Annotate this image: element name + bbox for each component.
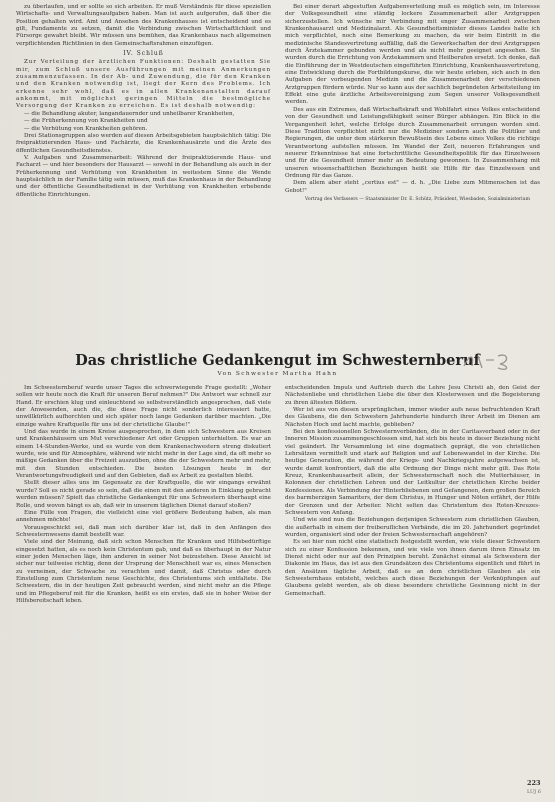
list-item: — die Behandlung akuter, langandauernder und unheilbarer Krankheiten, [24, 111, 271, 118]
paragraph: entscheidenden Impuls und Auftrieb durch die Lehre Jesu Christi ab, den Geist der Nächstenliebe und christlichen Liebe die über den Klosterwesen und die Begeisterung zu ihren ältesten Bildern. [285, 385, 540, 406]
paragraph: Viele sind der Meinung, daß sich schon Menschen für Kranken und Hilfsbedürftige eingesetzt hatten, als es noch kein Christentum gab, und daß es überhaupt in der Natur einer jeden Menschen läge, ihm anderen in seiner Not beizustehen. Diese Ansicht ist sicher nur teilweise richtig, denn der Ursprung der Menschheit war es, eines Menschen zu verneinen, der Schwache zu verachten und damit, daß Christus oder durch Einstellung zum Christentum neue Geschichte, des Christentums sich entfaltete. Die Schwestern, die in der heutigen Zeit gebraucht werden, sind nicht mehr an die Pflege und im Pflegeberuf mit für die Kranken, heißt es ein erstes, daß sie in hoher Weise der Hilfsbereitschaft leben. [16, 539, 271, 604]
paragraph: Zur Verteilung der ärztlichen Funktionen: Deshalb gestatten Sie mir, zum Schluß unsere Ausführungen mit meinen Anmerkungen zusammenzufassen. In der Ab- und Zuwendung, die für den Kranken und den Kranken notwendig ist, liegt der Kern des Problems. Ich erkenne sehr wohl, daß es in allen Krankenanstalten darauf ankommt, mit möglichst geringen Mitteln die bestmögliche Versorgung der Kranken zu erreichen. Es ist deshalb notwendig: [16, 59, 271, 110]
paragraph: Des aus ein Extremes, daß Wirtschaftskraft und Wohlfahrt eines Volkes entscheidend von der Gesundheit und Leistungsfähigkeit seiner Bürger abhängen. Ein Blick in die Vergangenheit lehrt, welche Erfolge durch Zusammenarbeit errungen worden sind. Diese Tradition verpflichtet nicht nur die Mediziner sondern auch die Politiker und Regierungen, die unter dem stärkeren Bewußtsein des Lebens eines Volkes die richtige Verantwortung aufstellen müssen. Im Wandel der Zeit, neueren Erfahrungen und neuerer Erkenntnisse hat eine fortschrittliche Gesundheitspolitik für das Einzelwesen und für die Gesundheit immer mehr an Bedeutung gewonnen. In Zusammenhang mit unseren wissenschaftlichen Beziehungen heißt sie Hilfe für das Einzelwesen und Ordnung für das Ganze. [285, 106, 540, 179]
list-item: — die Verhütung von Krankheiten gehören. [24, 126, 271, 133]
article-title: Das christliche Gedankengut im Schwesternberuf [75, 352, 480, 369]
list-item: — die Früherkennung von Krankheiten und [24, 118, 271, 125]
previous-article-right-column [285, 4, 540, 203]
paragraph: Und das wurde in einem Kreise ausgesprochen, in dem sich Schwestern aus Kreisen und Krankenhäusern um Mut verschiedener Art oder Gruppen unterhielten. Es war an einem 14-Stunden-Werke, und es wurde von dem Krankenschwestern streng diskutiert wurde, wie und für Atmosphäre, während wir nicht mehr in der Lage sind, da oft mehr so mäßige Gedanken über die Freizeit auszuüben, ohne die der Schwestern mehr und mehr, mit den Stunden entschieden. Die besten Lösungen heute in der Verantwortungsfreudigkeit und auf den Gebieten, daß es Arbeit zu gestalten bleibt. [16, 429, 271, 480]
page-mark: LUJ 6 [527, 789, 541, 795]
paragraph: V. Aufgaben und Zusammenarbeit: Während der freipraktizierende Haus- und Facharzt — und hier besonders der Hausarzt — sowohl in der Behandlung als auch in der Früherkennung und Verhütung von Krankheiten in weitestem Sinne die Wende hauptsächlich in der Familie tätig sein müssen, muß das Krankenhaus in der Behandlung und der öffentliche Gesundheitsdienst in der Verhütung von Krankheiten erhebende öffentliche Einrichtungen. [16, 154, 271, 198]
paragraph: Drei Stationsgruppen also werden auf diesen Arbeitsgebieten hauptsächlich tätig: Die freipraktizierenden Haus- und Fachärzte, die Krankenhausärzte und die Ärzte des öffentlichen Gesundheitsdienstes. [16, 132, 271, 154]
handwritten-note [460, 350, 520, 372]
previous-article-left-column [16, 4, 271, 199]
author-attribution: Vortrag des Verfassers — Staatsminister Dr. E. Schütz, Präsident, Wiesbaden, Sozialministerium [305, 196, 530, 202]
paragraph: Bei den konfessionellen Schwesternverbänden, die in der Caritasverband oder in der Inneren Mission zusammengeschlossen sind, hat sich bis heute in dieser Beziehung nicht viel geändert. Ihr Versammlung ist eine dogmatisch geprägt, die von christlichen Lehrsätzen vermittelt und stark auf Religion und auf Lebenswandel in der Kirche. Die heutige Generation, die während der Kriegs- und Nachkriegsjahre aufgewachsen ist, wurde damit konfrontiert, daß die alte Ordnung der Dinge nicht mehr gilt. Das Rote Kreuz, Krankenhausarbeit allein, der Schwesternschaft noch die Mutterhäuser, in Kolonnen der christlichen Lehren und der Leitkultur der christlichen Kirche beider Konfessionen. Als Verbindung der Hinterbliebenen und Gefangenen, dem großen Bereich des barmherzigen Samariters, der dem Christus, in Hunger und Nöten erfährt, der Hilfe der Grenzen und der Arbeiter. Nicht selten das Christentum des Roten-Kreuzes-Schwestern von Anfang. [285, 429, 540, 516]
paragraph: Stellt dieser alles uns im Gegensatz zu der Kraftquelle, die wir eingangs erwähnt wurde? Soll es nicht gerade so sein, daß die einen mit den anderen in Einklang gebracht werden müssen? Spielt das christliche Gedankengut für uns Schwestern überhaupt eine Rolle, und wovon hängt es ab, daß wir in unserem täglichen Dienst darauf stoßen? [16, 480, 271, 509]
article-right-column [285, 385, 540, 598]
paragraph: Und wie sind nun die Beziehungen derjenigen Schwestern zum christlichen Glauben, die außerhalb in einem der freiberuflichen Verbände, die im 20. Jahrhundert gegründet wurden, organisiert sind oder der freien Schwesternschaft angehören? [285, 517, 540, 538]
paragraph: zu überlaufen, und er sollte so sich arbeiten. Er muß Verständnis für diese speziellen Wirtschafts- und Verwaltungsaufgaben haben. Man ist auch aufgerufen, daß über die Position gehalten wird. Amt und Ansehen des Krankenhauses ist entscheidend und es gilt, Fundamente zu setzen, damit die Verbindung zwischen Wirtschaftlichkeit und Fürsorge gewahrt bleibt. Wir müssen uns bemühen, das Krankenhaus nach allgemeinen verpflichtenden Richtlinien in den Gemeinschaftsrahmen einzufügen. [16, 4, 271, 47]
paragraph: Dem allem aber steht „certius est" — d. h. „Die Liebe zum Mitmenschen ist das Gebot!" [285, 180, 540, 194]
section-heading: IV. Schluß [123, 50, 164, 58]
paragraph: Wer ist aus von diesen ursprünglichen, immer wieder aufs neue befruchtenden Kraft des Glaubens, die den Schwestern Jahrhunderte hindurch ihrer Arbeit im Dienen am Nächsten Hoch und lacht machte, geblieben? [285, 407, 540, 428]
article-byline: Von Schwester Martha Hahn [217, 371, 338, 377]
paragraph: Vorausgeschickt sei, daß man sich darüber klar ist, daß in den Anfängen des Schwesternwesens damit bestellt war. [16, 524, 271, 538]
list [16, 111, 271, 133]
paragraph: Eine Fülle von Fragen, die vielleicht eine viel größere Bedeutung haben, als man annehmen möchte! [16, 509, 271, 524]
paragraph: Im Schwesternberuf wurde unser Tages die schwerwiegende Frage gestellt: „Woher sollen wir heute noch die Kraft für unseren Beruf nehmen?" Die Antwort war schnell zur Hand. Er erschien klug und einleuchtend so selbstverständlich angesprochen, daß viele der Anwesenden, auch die, die diese Frage nicht sonderlich interessiert hatte, unwillkürlich aufhorchten und sich später noch lange Gedanken darüber machten. „Die einzige wahre Kraftquelle für uns ist der christliche Glaube!" [16, 385, 271, 428]
page-number: 223 [527, 779, 541, 787]
paragraph: Es sei hier nun nicht eine statistisch festgestellt werden, wie viele dieser Schwestern sich zu einer Konfession bekennen, und wie viele von ihnen darum ihren Einsatz im Dienst nicht oder nur auf den Prinzipien beruht. Zunächst einmal als Schwestern der Diakonie im Haus, das ist aus den Grundsätzen des Christentums eigentlich und führt in den Ansätzen tägliche Arbeit, daß es an dem christlichen Glauben als ein Schwesternhaus entsteht, welches auch diese Beziehungen der Verknüpfungen auf Glaubens gelebt werden, als ob diese besondere christliche Gesinnung nicht in der Gemeinschaft. [285, 539, 540, 597]
article-left-column [16, 385, 271, 605]
paragraph: Bei einer derart abgestuften Aufgabenverteilung muß es möglich sein, im Interesse der Volksgesundheit eine ständig lockere Zusammenarbeit aller Arztgruppen sicherzustellen. Ich wünsche mir Verbindung mit enger Zusammenarbeit zwischen Krankenhausarzt und Medizinalarzt. Als Gesundheitsminister dieses Landes halte ich mich verpflichtet, noch eine Bemerkung zu machen, da wir beim Eintritt in die medizinische Standesvertretung auffällig, daß die Gewerkschaften der drei Arztgruppen durch Ärztekammer gebunden werden und als nicht mehr geeignet angesehen. Sie wurden durch die Errichtung von Ärztekammern und Heilberufen ersetzt. Ich denke, daß die Einführung der in Westdeutschen eingeführten Einrichtung, Krankenhausvertretung, eine Entwicklung durch die Fortbildungskurse, die wir heute erleben, sich auch in den Aufgaben der vorbeugenden Medizin und die Zusammenarbeit der verschiedenen Arztgruppen fördern würde. Nur so kann aus der sachlich begründeten Arbeitsteilung im Effekt eine gute ärztliche Arbeitsvereinigung zum Segen unserer Volksgesundheit werden. [285, 4, 540, 106]
